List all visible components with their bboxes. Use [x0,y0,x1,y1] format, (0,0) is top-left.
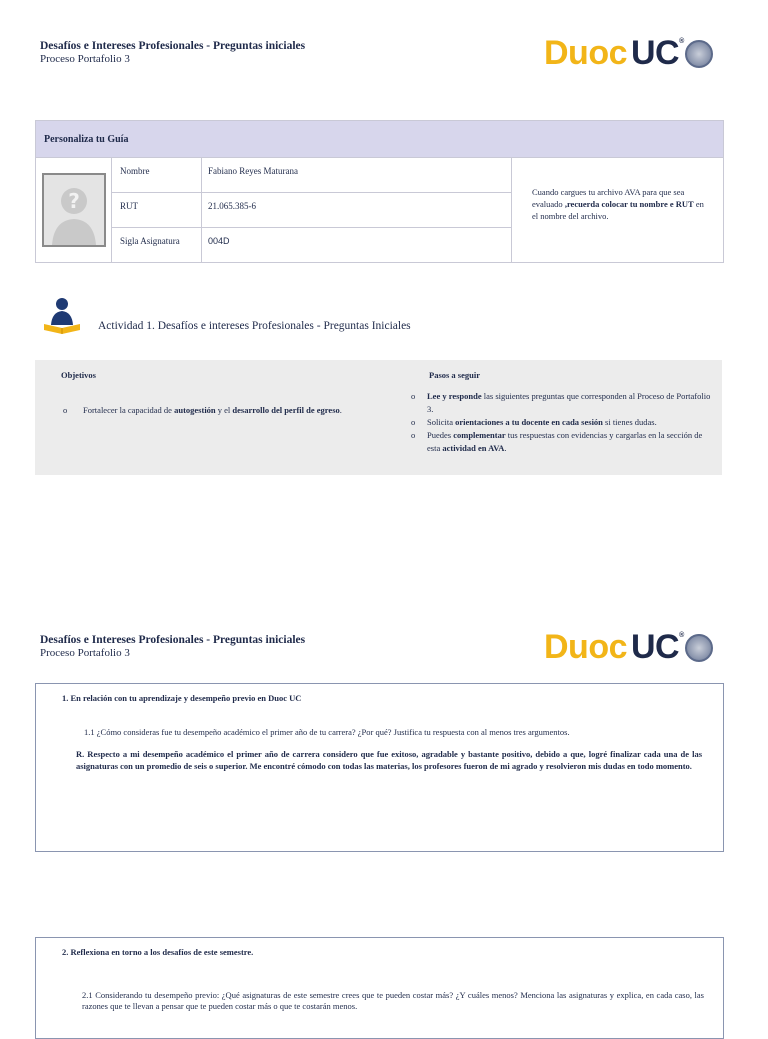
bullet: o [411,430,416,440]
student-fields [112,158,512,262]
user-placeholder-icon [42,173,106,247]
note-text: en el nombre del archivo. [532,199,704,221]
duoc-uc-logo [544,628,713,667]
field-value-sigla[interactable]: 004D [208,236,230,246]
page-subtitle: Proceso Portafolio 3 [40,647,130,659]
page-title: Desafíos e Intereses Profesionales - Preguntas iniciales [40,634,306,646]
paso-item [411,416,715,429]
field-label: Sigla Asignatura [112,228,202,263]
paso-text: las siguientes preguntas que corresponden al Proceso de Portafolio 3. [427,391,711,414]
question-1-1-answer[interactable]: R. Respecto a mi desempeño académico el primer año de carrera considero que fue exitoso, agradable y bastante positivo, debido a que, logré finalizar cada una de las asignaturas con un promedio de seis o superior. Me encontré cómodo con todas las materias, los profesores fueron de mi agrado y resolvieron mis dudas en todo momento. [76,749,702,771]
photo-cell [36,158,112,262]
logo-registered-mark: ® [679,38,684,45]
page-title: Desafíos e Intereses Profesionales - Preguntas iniciales [40,40,306,52]
paso-bold: orientaciones a tu docente en cada sesión [455,417,603,427]
paso-text: Puedes [427,430,454,440]
question-2-heading: 2. Reflexiona en torno a los desafíos de este semestre. [62,947,254,957]
obj-bold: autogestión [174,405,216,415]
duoc-uc-logo [544,34,713,73]
field-value-rut[interactable]: 21.065.385-6 [208,201,256,211]
paso-bold: complementar [453,430,506,440]
logo-duoc-text: Duoc [544,628,627,666]
paso-text: Solicita [427,417,456,427]
field-row-nombre [112,158,511,193]
field-label: Nombre [112,158,202,192]
question-1-heading: 1. En relación con tu aprendizaje y desempeño previo en Duoc UC [62,693,302,703]
uc-seal-icon [685,634,713,662]
field-row-rut [112,193,511,228]
field-label: RUT [112,193,202,227]
note-emphasis: ,recuerda colocar tu nombre e RUT [564,199,694,209]
pasos-heading: Pasos a seguir [429,370,480,380]
obj-text: y el [215,405,233,415]
logo-duoc-text: Duoc [544,34,627,72]
paso-item [411,429,715,455]
paso-bold: Lee y responde [427,391,482,401]
personaliza-heading: Personaliza tu Guía [36,121,723,158]
paso-text: si tienes dudas. [602,417,657,427]
pasos-list [411,390,715,455]
objetivo-item [63,404,369,417]
question-1-box [35,683,724,852]
paso-text: tus respuestas con evidencias y cargarlas en la sección de esta [427,430,703,453]
personaliza-card [35,120,724,263]
bullet: o [411,391,416,401]
question-2-1-prompt: 2.1 Considerando tu desempeño previo: ¿Qué asignaturas de este semestre crees que te pueden costar más? ¿Y cuáles menos? Menciona las asignaturas y explica, en cada caso, las razones que te llevan a pensar que te pueden costar más o que te costarán menos. [82,990,704,1011]
note-text: Cuando cargues tu archivo AVA para que sea evaluado [532,187,685,209]
uc-seal-icon [685,40,713,68]
actividad-title: Actividad 1. Desafíos e intereses Profesionales - Preguntas Iniciales [98,320,411,332]
question-1-1-prompt: 1.1 ¿Cómo consideras fue tu desempeño académico el primer año de tu carrera? ¿Por qué? Justifica tu respuesta con al menos tres argumentos. [84,727,570,737]
bullet: o [63,405,68,415]
field-value-nombre[interactable]: Fabiano Reyes Maturana [208,166,298,176]
obj-text: . [339,405,342,415]
reader-icon [42,297,82,335]
file-naming-note [512,158,723,262]
field-row-sigla [112,228,511,263]
page-subtitle: Proceso Portafolio 3 [40,53,130,65]
objetivos-heading: Objetivos [61,370,96,380]
paso-text: . [504,443,507,453]
svg-text:?: ? [67,189,80,213]
obj-text: Fortalecer la capacidad de [83,405,175,415]
paso-item [411,390,715,416]
bullet: o [411,417,416,427]
obj-bold: desarrollo del perfil de egreso [232,405,340,415]
logo-uc-text: UC [631,34,680,72]
paso-bold: actividad en AVA [442,443,505,453]
logo-uc-text: UC [631,628,680,666]
logo-registered-mark: ® [679,632,684,639]
actividad-panel [35,360,722,475]
